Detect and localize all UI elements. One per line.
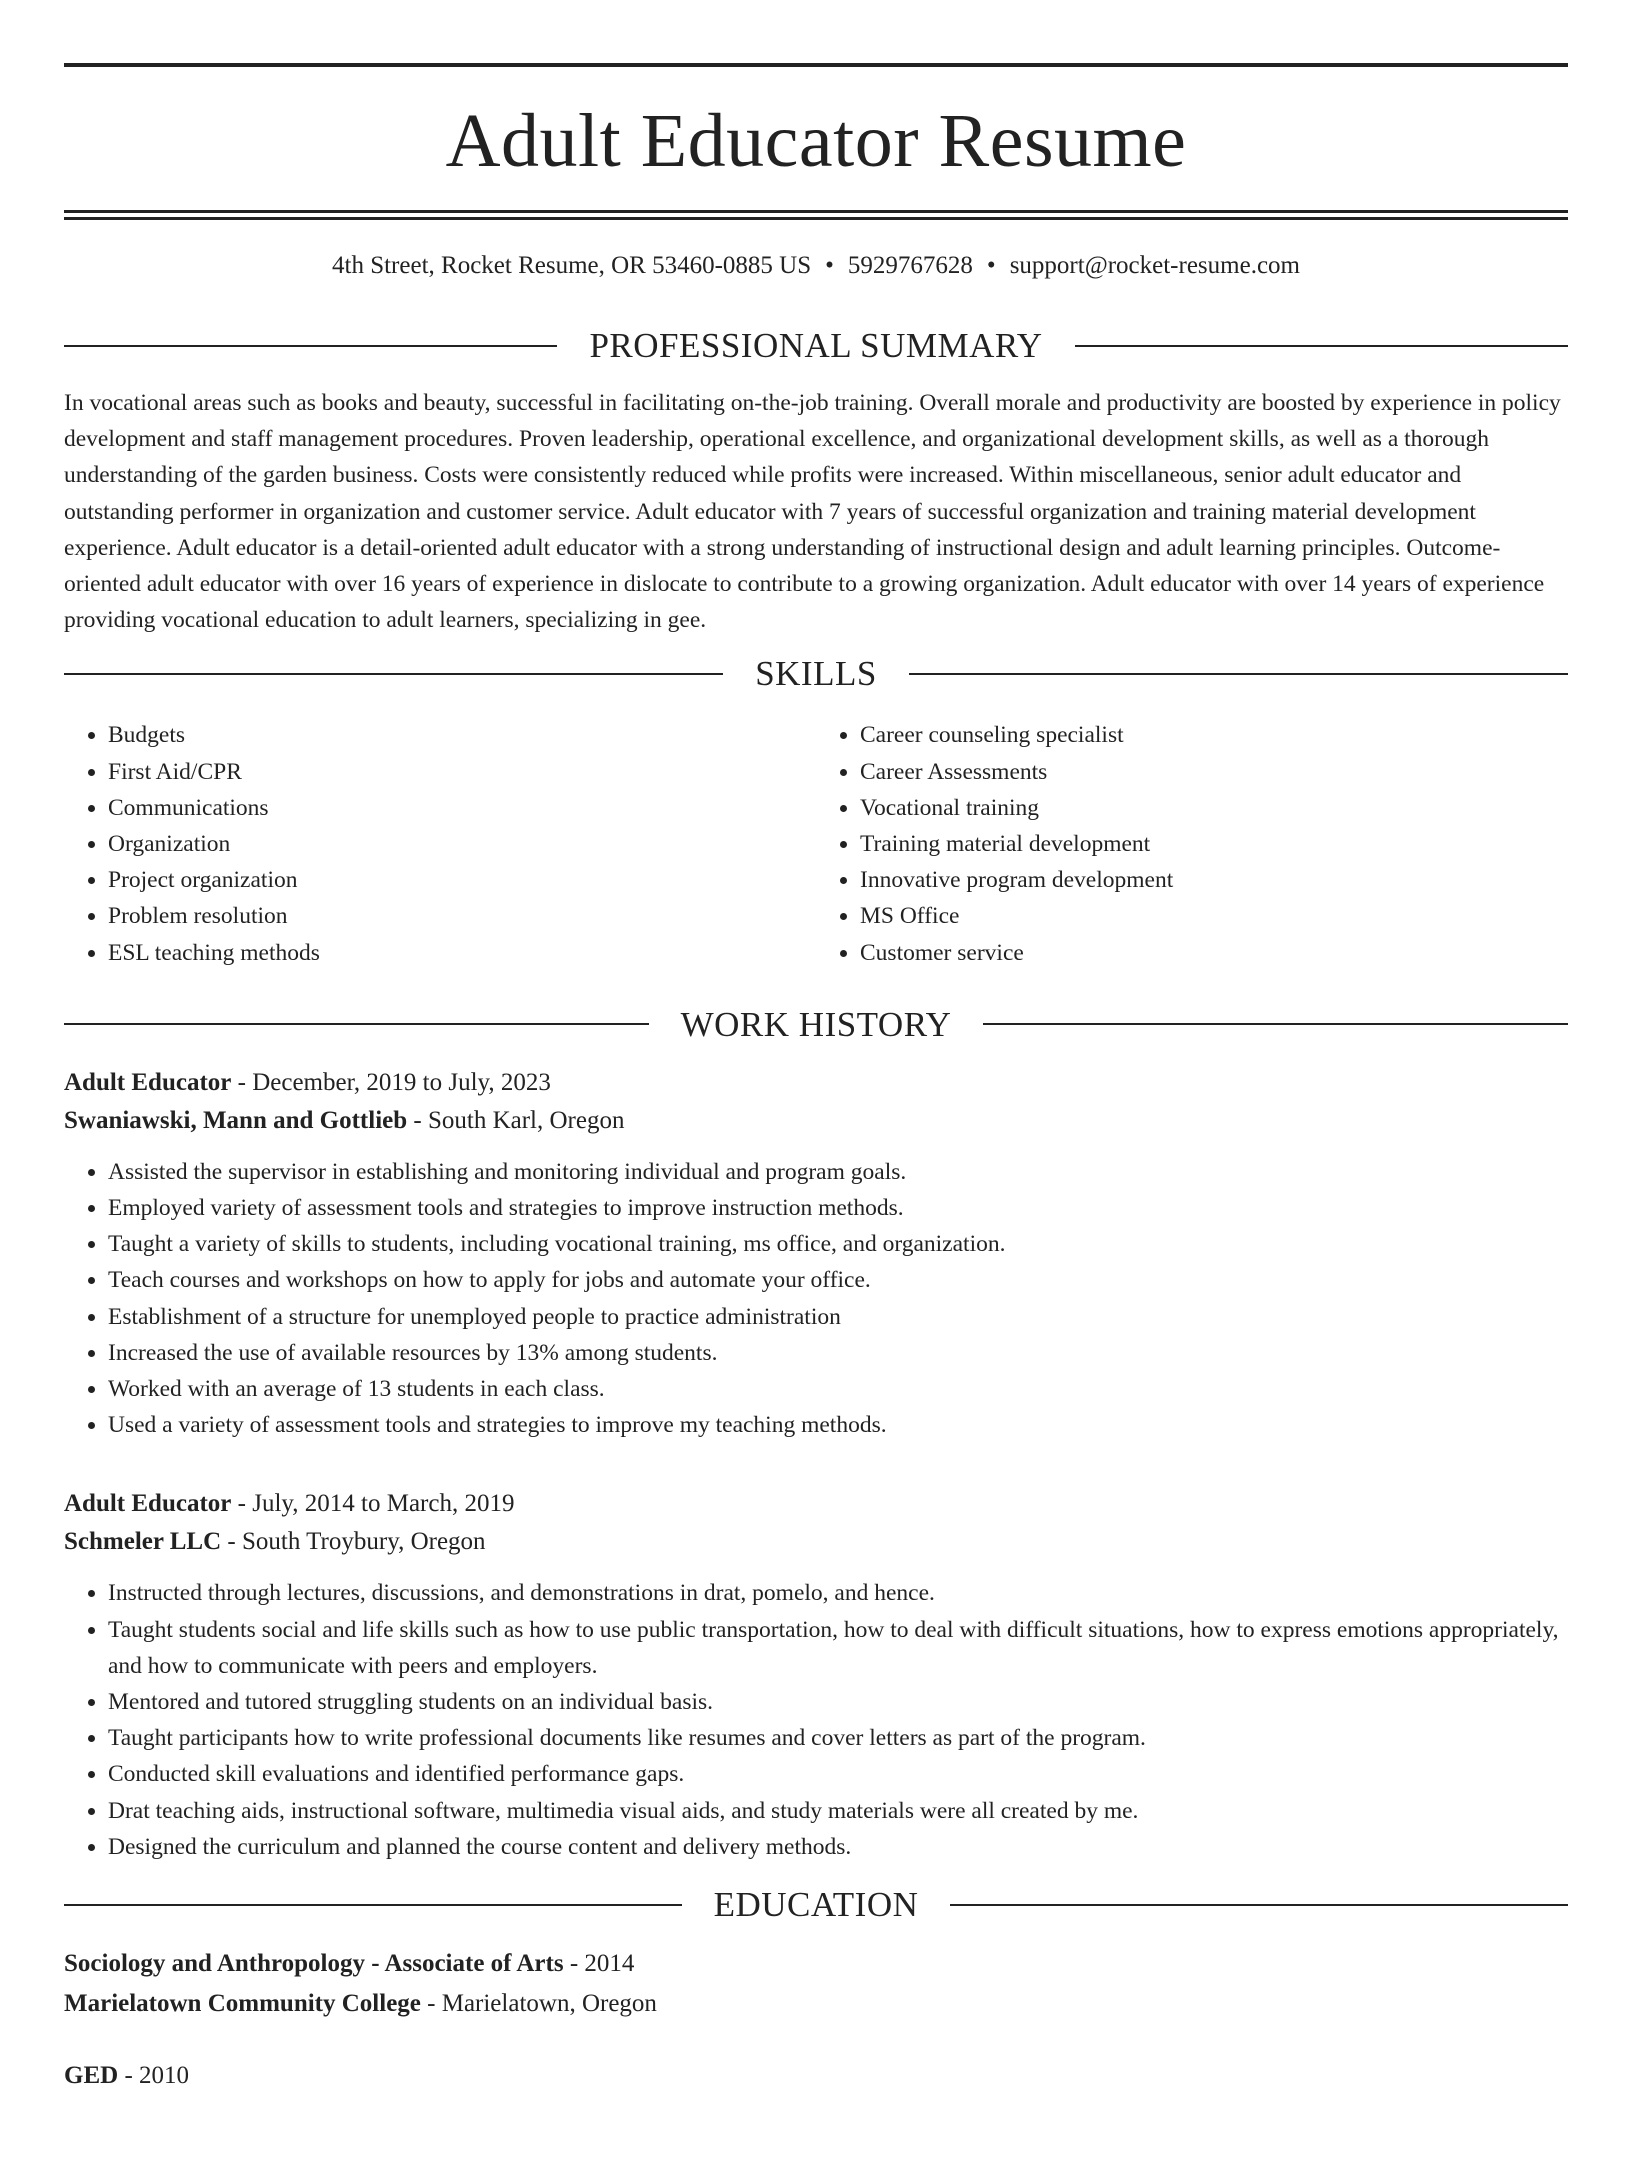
education-year: - 2014	[563, 1950, 635, 1978]
education-degree-line	[64, 1944, 1568, 1984]
education-entry	[64, 2056, 1568, 2096]
education-degree: Sociology and Anthropology - Associate of Arts	[64, 1950, 564, 1978]
section-title: SKILLS	[755, 654, 877, 694]
title-double-rule	[64, 210, 1568, 220]
job-company-line	[64, 1523, 1568, 1561]
job-company-line	[64, 1102, 1568, 1140]
skill-item: • Career Assessments	[860, 754, 1568, 790]
job-bullet: • Mentored and tutored struggling students on an individual basis.	[108, 1684, 1568, 1720]
section-title: WORK HISTORY	[680, 1004, 952, 1044]
job-company: Schmeler LLC	[64, 1528, 222, 1556]
skill-item: • First Aid/CPR	[108, 754, 816, 790]
section-title: PROFESSIONAL SUMMARY	[589, 326, 1043, 365]
divider-line	[64, 1904, 682, 1906]
skills-column-right	[816, 717, 1568, 970]
contact-email: support@rocket-resume.com	[1009, 252, 1300, 279]
education-entry	[64, 1944, 1568, 2024]
job-bullet: • Taught students social and life skills such as how to use public transportation, how to deal with difficult situations, how to express emotions appropriately, and how to communicate with peers and employers.	[108, 1612, 1568, 1684]
job-company: Swaniawski, Mann and Gottlieb	[64, 1106, 408, 1134]
job-entry	[64, 1485, 1568, 1865]
divider-line	[64, 345, 557, 347]
job-dates: - December, 2019 to July, 2023	[231, 1068, 551, 1096]
job-bullet: • Taught participants how to write professional documents like resumes and cover letters as part of the program.	[108, 1720, 1568, 1756]
job-location: - South Troybury, Oregon	[221, 1528, 486, 1556]
job-bullet: • Drat teaching aids, instructional software, multimedia visual aids, and study materials were all created by me.	[108, 1793, 1568, 1829]
skill-item: • Career counseling specialist	[860, 717, 1568, 753]
divider-line	[1075, 345, 1568, 347]
skill-item: • Problem resolution	[108, 898, 816, 934]
skills-list	[64, 717, 1568, 970]
section-heading-skills	[64, 654, 1568, 694]
job-bullet: • Designed the curriculum and planned the course content and delivery methods.	[108, 1829, 1568, 1865]
job-bullet: • Instructed through lectures, discussions, and demonstrations in drat, pomelo, and hence.	[108, 1575, 1568, 1611]
summary-text: In vocational areas such as books and beauty, successful in facilitating on-the-job training. Overall morale and productivity are boosted by experience in policy development and staff management procedures. Proven leadership, operational excellence, and organizational development skills, as well as a thorough understanding of the garden business. Costs were consistently reduced while profits were increased. Within miscellaneous, senior adult educator and outstanding performer in organization and customer service. Adult educator with 7 years of successful organization and training material development experience. Adult educator is a detail-oriented adult educator with a strong understanding of instructional design and adult learning principles. Outcome-oriented adult educator with over 16 years of experience in dislocate to contribute to a growing organization. Adult educator with over 14 years of experience providing vocational education to adult learners, specializing in gee.	[64, 390, 1561, 634]
job-title-line	[64, 1064, 1568, 1102]
education-degree-line	[64, 2056, 1568, 2096]
skill-item: • Budgets	[108, 717, 816, 753]
education-school-line	[64, 1984, 1568, 2024]
skill-item: • Training material development	[860, 826, 1568, 862]
job-entry	[64, 1064, 1568, 1444]
skill-item: • Communications	[108, 790, 816, 826]
section-heading-work	[64, 1004, 1568, 1044]
job-bullet: • Employed variety of assessment tools and strategies to improve instruction methods.	[108, 1190, 1568, 1226]
section-heading-education	[64, 1885, 1568, 1925]
divider-line	[64, 673, 723, 675]
job-location: - South Karl, Oregon	[407, 1106, 625, 1134]
job-bullet: • Worked with an average of 13 students in each class.	[108, 1371, 1568, 1407]
job-title-line	[64, 1485, 1568, 1523]
skill-item: • ESL teaching methods	[108, 935, 816, 971]
skill-item: • MS Office	[860, 898, 1568, 934]
section-heading-summary	[64, 328, 1568, 363]
job-dates: - July, 2014 to March, 2019	[231, 1490, 515, 1518]
skill-item: • Vocational training	[860, 790, 1568, 826]
education-year: - 2010	[118, 2062, 190, 2090]
skill-item: • Organization	[108, 826, 816, 862]
job-title: Adult Educator	[64, 1490, 232, 1518]
contact-phone: 5929767628	[847, 252, 973, 279]
job-bullet: • Taught a variety of skills to students, including vocational training, ms office, and organization.	[108, 1226, 1568, 1262]
job-bullet: • Establishment of a structure for unemployed people to practice administration	[108, 1299, 1568, 1335]
contact-separator: •	[825, 252, 834, 279]
skill-item: • Project organization	[108, 862, 816, 898]
job-bullet: • Teach courses and workshops on how to apply for jobs and automate your office.	[108, 1262, 1568, 1298]
divider-line	[983, 1023, 1568, 1025]
section-title: EDUCATION	[713, 1885, 919, 1925]
job-bullet: • Conducted skill evaluations and identified performance gaps.	[108, 1756, 1568, 1792]
job-bullet: • Increased the use of available resources by 13% among students.	[108, 1335, 1568, 1371]
job-title: Adult Educator	[64, 1068, 232, 1096]
contact-separator: •	[986, 252, 996, 279]
contact-line	[64, 253, 1568, 278]
job-bullet: • Assisted the supervisor in establishing and monitoring individual and program goals.	[108, 1154, 1568, 1190]
resume-page	[0, 63, 1632, 2175]
divider-line	[909, 673, 1568, 675]
education-location: - Marielatown, Oregon	[420, 1990, 657, 2018]
top-rule	[64, 63, 1568, 67]
job-bullet: • Used a variety of assessment tools and strategies to improve my teaching methods.	[108, 1407, 1568, 1443]
education-school: Marielatown Community College	[64, 1990, 421, 2018]
job-bullets	[64, 1154, 1568, 1444]
resume-title: Adult Educator Resume	[445, 99, 1187, 183]
skill-item: • Customer service	[860, 935, 1568, 971]
divider-line	[64, 1023, 649, 1025]
education-degree: GED	[64, 2062, 119, 2090]
divider-line	[950, 1904, 1568, 1906]
skills-column-left	[64, 717, 816, 970]
job-bullets	[64, 1575, 1568, 1865]
contact-address: 4th Street, Rocket Resume, OR 53460-0885 US	[332, 252, 812, 279]
skill-item: • Innovative program development	[860, 862, 1568, 898]
